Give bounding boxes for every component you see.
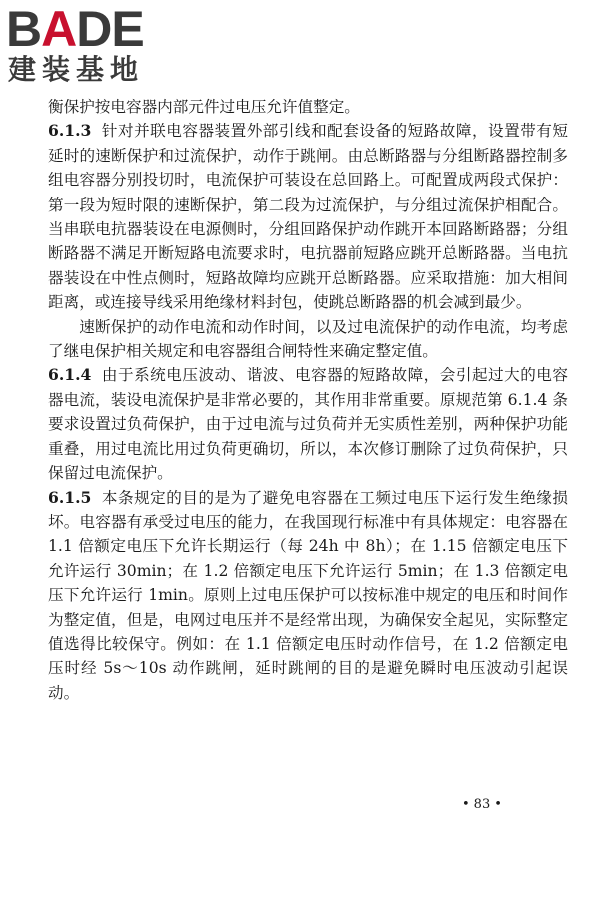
paragraph-continuation: 衡保护按电容器内部元件过电压允许值整定。 — [48, 98, 360, 116]
logo-subtitle: 建装基地 — [8, 53, 145, 86]
page-number: • 83 • — [462, 797, 502, 812]
clause-6-1-3: 6.1.3 针对并联电容器装置外部引线和配套设备的短路故障，设置带有短延时的速断保护和过流保护，动作于跳闸。由总断路器与分组断路器控制多组电容器分别投切时，电流保护可装设在总回路上。可配置成两段式保护：第一段为短时限的速断保护，第二段为过流保护，与分组过流保护相配合。当串联电抗器装设在电源侧时，分组回路保护动作跳开本回路断路器；分组断路器不满足开断短路电流要求时，电抗器前短路应跳开总断路器。当电抗器装设在中性点侧时，短路故障均应跳开总断路器。应采取措施：加大相间距离，或连接导线采用绝缘材料封包，使跳总断路器的机会减到最少。 — [48, 121, 568, 312]
clause-number: 6.1.4 — [48, 365, 92, 385]
logo-wordmark: BADE — [6, 1, 144, 57]
paragraph-setting-values: 速断保护的动作电流和动作时间，以及过电流保护的动作电流，均考虑了继电保护相关规定和电容器组合闸特性来确定整定值。 — [48, 317, 568, 361]
clause-number: 6.1.5 — [48, 487, 92, 507]
bade-logo — [6, 1, 176, 90]
document-body — [48, 95, 568, 705]
clause-6-1-4: 6.1.4 由于系统电压波动、谐波、电容器的短路故障，会引起过大的电容器电流，装设电流保护是非常必要的，其作用非常重要。原规范第 6.1.4 条要求设置过负荷保护，由于过电流与过负荷并无实质性差别，两种保护功能重叠，用过电流比用过负荷更确切，所以，本次修订删除了过负荷保护，只保留过电流保护。 — [48, 365, 568, 483]
clause-6-1-5: 6.1.5 本条规定的目的是为了避免电容器在工频过电压下运行发生绝缘损坏。电容器有承受过电压的能力，在我国现行标准中有具体规定：电容器在 1.1 倍额定电压下允许长期运行（每 24h 中 8h）；在 1.15 倍额定电压下允许运行 30min；在 1.2 倍额定电压下允许运行 5min；在 1.3 倍额定电压下允许运行 1min。原则上过电压保护可以按标准中规定的电压和时间作为整定值，但是，电网过电压并不是经常出现，为确保安全起见，实际整定值选得比较保守。例如：在 1.1 倍额定电压时动作信号，在 1.2 倍额定电压时经 5s～10s 动作跳闸，延时跳闸的目的是避免瞬时电压波动引起误动。 — [48, 487, 568, 702]
clause-number: 6.1.3 — [48, 121, 92, 141]
